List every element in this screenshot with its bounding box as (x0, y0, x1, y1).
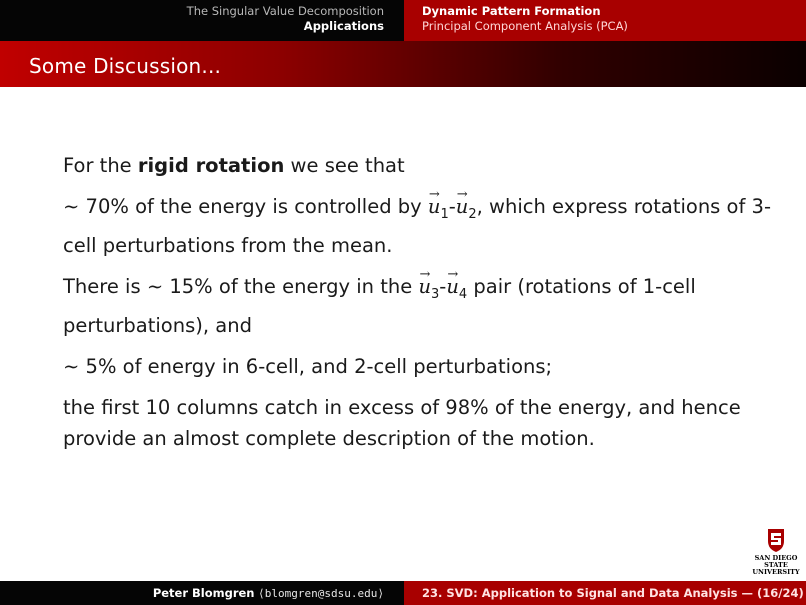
frame-title: Some Discussion... (29, 54, 222, 78)
text: There is (63, 274, 147, 298)
footer-author (153, 586, 384, 600)
sdsu-logo-icon (766, 527, 786, 553)
dash: - (439, 274, 447, 298)
slide-content (63, 150, 783, 464)
dash: - (448, 195, 456, 218)
vector-letter: u (427, 195, 441, 218)
text: 70% of the energy is controlled by (79, 195, 428, 218)
text: the first 10 columns catch in excess of 98% of the energy, and hence provide an almost complete description of the motion. (63, 395, 741, 450)
vector-u2 (456, 191, 477, 230)
author-email: ⟨blomgren@sdsu.edu⟩ (258, 587, 384, 600)
footer-left-panel (0, 581, 404, 605)
text: 15% of the energy in the (163, 274, 419, 298)
nav-right-panel (404, 0, 806, 41)
paragraph-5-percent (63, 351, 783, 382)
paragraph-first-10-columns (63, 392, 783, 454)
logo-line-2: UNIVERSITY (752, 568, 800, 576)
vector-letter: u (455, 195, 469, 218)
university-logo (747, 527, 805, 576)
vector-subscript: 4 (458, 286, 468, 302)
vector-letter: u (446, 274, 459, 298)
paragraph-15-percent (63, 271, 783, 341)
text: 5% of energy in 6-cell, and 2-cell perturbations; (79, 354, 553, 378)
vector-subscript: 2 (468, 206, 477, 222)
footer-talk-title: 23. SVD: Application to Signal and Data Analysis — (16/24) (422, 586, 804, 600)
paragraph-rigid-rotation (63, 150, 783, 181)
logo-line-1: SAN DIEGO STATE (754, 554, 798, 569)
top-navigation (0, 0, 806, 41)
nav-subsection-applications[interactable]: Applications (303, 19, 384, 33)
nav-left-panel (0, 0, 404, 41)
frame-title-bar (0, 41, 806, 87)
logo-text (747, 555, 805, 576)
vector-letter: u (418, 274, 431, 298)
vector-subscript: 1 (440, 206, 449, 222)
sim-symbol: ∼ (63, 195, 80, 218)
vector-u4 (446, 271, 467, 310)
nav-section-dynamic-pattern[interactable]: Dynamic Pattern Formation (422, 4, 601, 18)
footer-bar (0, 581, 806, 605)
vector-u3 (418, 271, 439, 310)
author-name: Peter Blomgren (152, 586, 255, 600)
nav-section-svd[interactable]: The Singular Value Decomposition (186, 4, 384, 18)
text: pair (rotations of 1-cell perturbations), and (63, 274, 696, 337)
text: we see that (284, 154, 405, 177)
paragraph-70-percent (63, 191, 783, 261)
bold-text: rigid rotation (137, 154, 285, 177)
vector-u1 (428, 191, 449, 230)
footer-right-panel (404, 581, 806, 605)
vector-subscript: 3 (431, 286, 440, 302)
sim-symbol: ∼ (146, 274, 164, 298)
nav-subsection-pca[interactable]: Principal Component Analysis (PCA) (422, 19, 628, 33)
text: , which express rotations of 3-cell perturbations from the mean. (63, 195, 771, 257)
sim-symbol: ∼ (63, 354, 80, 378)
text: For the (63, 154, 138, 177)
